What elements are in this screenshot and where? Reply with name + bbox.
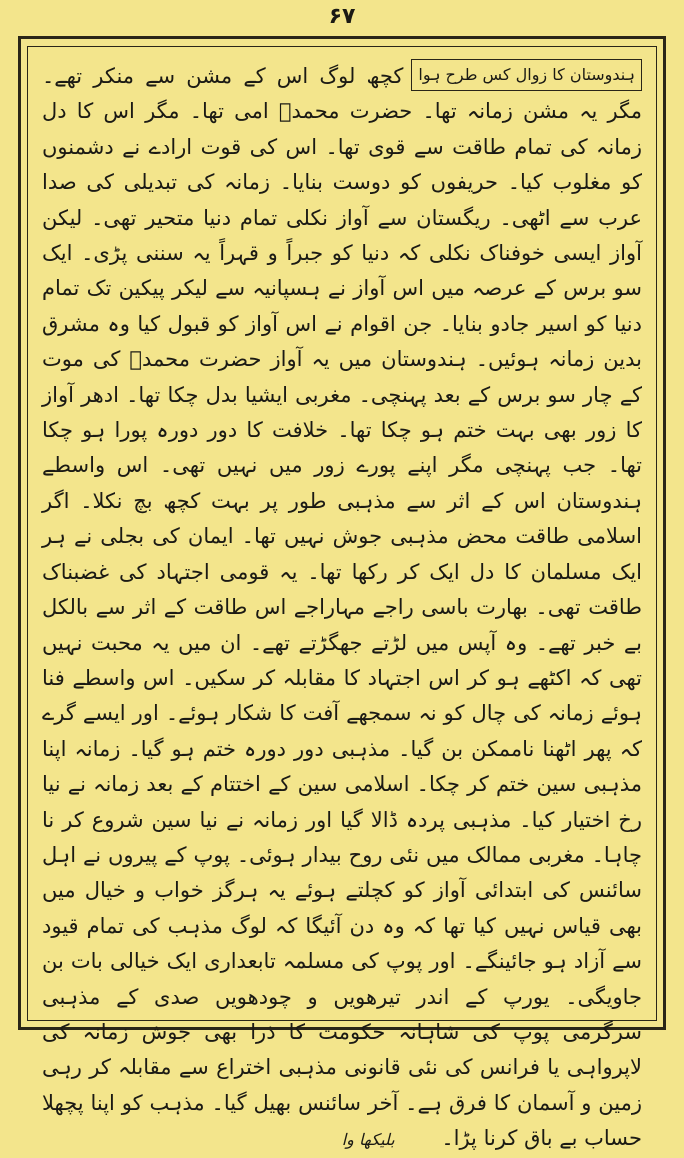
section-heading: ہندوستان کا زوال کس طرح ہوا [411,59,642,91]
author-signature: بلیکھا وا [341,1130,395,1150]
body-text [42,59,642,1158]
text-frame [27,46,657,1151]
page-number: ۶۷ [328,4,356,29]
body-paragraph: کچھ لوگ اس کے مشن سے منکر تھے۔ مگر یہ مشن زمانہ تھا۔ حضرت محمدؐ امی تھا۔ مگر اس کا دل زمانہ کی تمام طاقت سے قوی تھا۔ اس کی قوت ارادے نے دشمنوں کو مغلوب کیا۔ حریفوں کو دوست بنایا۔ زمانہ کی تبدیلی کی صدا عرب سے اٹھی۔ ریگستان سے آواز نکلی تمام دنیا متحیر تھی۔ لیکن آواز ایسی خوفناک نکلی کہ دنیا کو جبراً و قہراً یہ سننی پڑی۔ ایک سو برس کے عرصہ میں اس آواز نے ہسپانیہ سے لیکر پیکین تک تمام دنیا کو اسیر جادو بنایا۔ جن اقوام نے اس آواز کو قبول کیا وہ مشرق بدین زمانہ ہوئیں۔ ہندوستان میں یہ آواز حضرت محمدؐ کی موت کے چار سو برس کے بعد پہنچی۔ مغربی ایشیا بدل چکا تھا۔ ادھر آواز کا زور بھی بہت ختم ہو چکا تھا۔ خلافت کا دور دورہ پورا ہو چکا تھا۔ جب پہنچی مگر اپنے پورے زور میں نہیں تھی۔ اس واسطے ہندوستان اس کے اثر سے مذہبی طور پر بہت کچھ بچ نکلا۔ اگر اسلامی طاقت محض مذہبی جوش نہیں تھا۔ ایمان کی بجلی نے ہر ایک مسلمان کا دل ایک کر رکھا تھا۔ یہ قومی اجتہاد کی غضبناک طاقت تھی۔ بھارت باسی راجے مہاراجے اس طاقت کے اثر سے بالکل بے خبر تھے۔ وہ آپس میں لڑتے جھگڑتے تھے۔ ان میں یہ محبت نہیں تھی کہ اکٹھے ہو کر اس اجتہاد کا مقابلہ کر سکیں۔ اس واسطے فنا ہوئے زمانہ کی چال کو نہ سمجھے آفت کا شکار ہوئے۔ اور ایسے گرے کہ پھر اٹھنا ناممکن بن گیا۔ مذہبی دور دورہ ختم ہو گیا۔ زمانہ اپنا مذہبی سین ختم کر چکا۔ اسلامی سین کے اختتام کے بعد زمانہ نے نیا رخ اختیار کیا۔ مذہبی پردہ ڈالا گیا اور زمانہ نے نیا سین شروع کر نا چاہا۔ مغربی ممالک میں نئی روح بیدار ہوئی۔ پوپ کے پیروں نے اہل سائنس کی ابتدائی آواز کو کچلتے ہوئے یہ ہرگز خواب و خیال میں بھی قیاس نہیں کیا تھا کہ وہ دن آئیگا کہ لوگ مذہب کی تمام قیود سے آزاد ہو جائینگے۔ اور پوپ کی مسلمہ تابعداری ایک خیالی بات بن جاویگی۔ یورپ کے اندر تیرھویں و چودھویں صدی کے مذہبی سرگرمی پوپ کی شاہانہ حکومت کا ذرا بھی جوش زمانہ کی لاپرواہی یا فرانس کی نئی قانونی مذہبی اختراع سے مقابلہ کر رہی زمین و آسمان کا فرق ہے۔ آخر سائنس بھیل گیا۔ مذہب کو اپنا پچھلا حساب بے باق کرنا پڑا۔ [42,64,642,1151]
